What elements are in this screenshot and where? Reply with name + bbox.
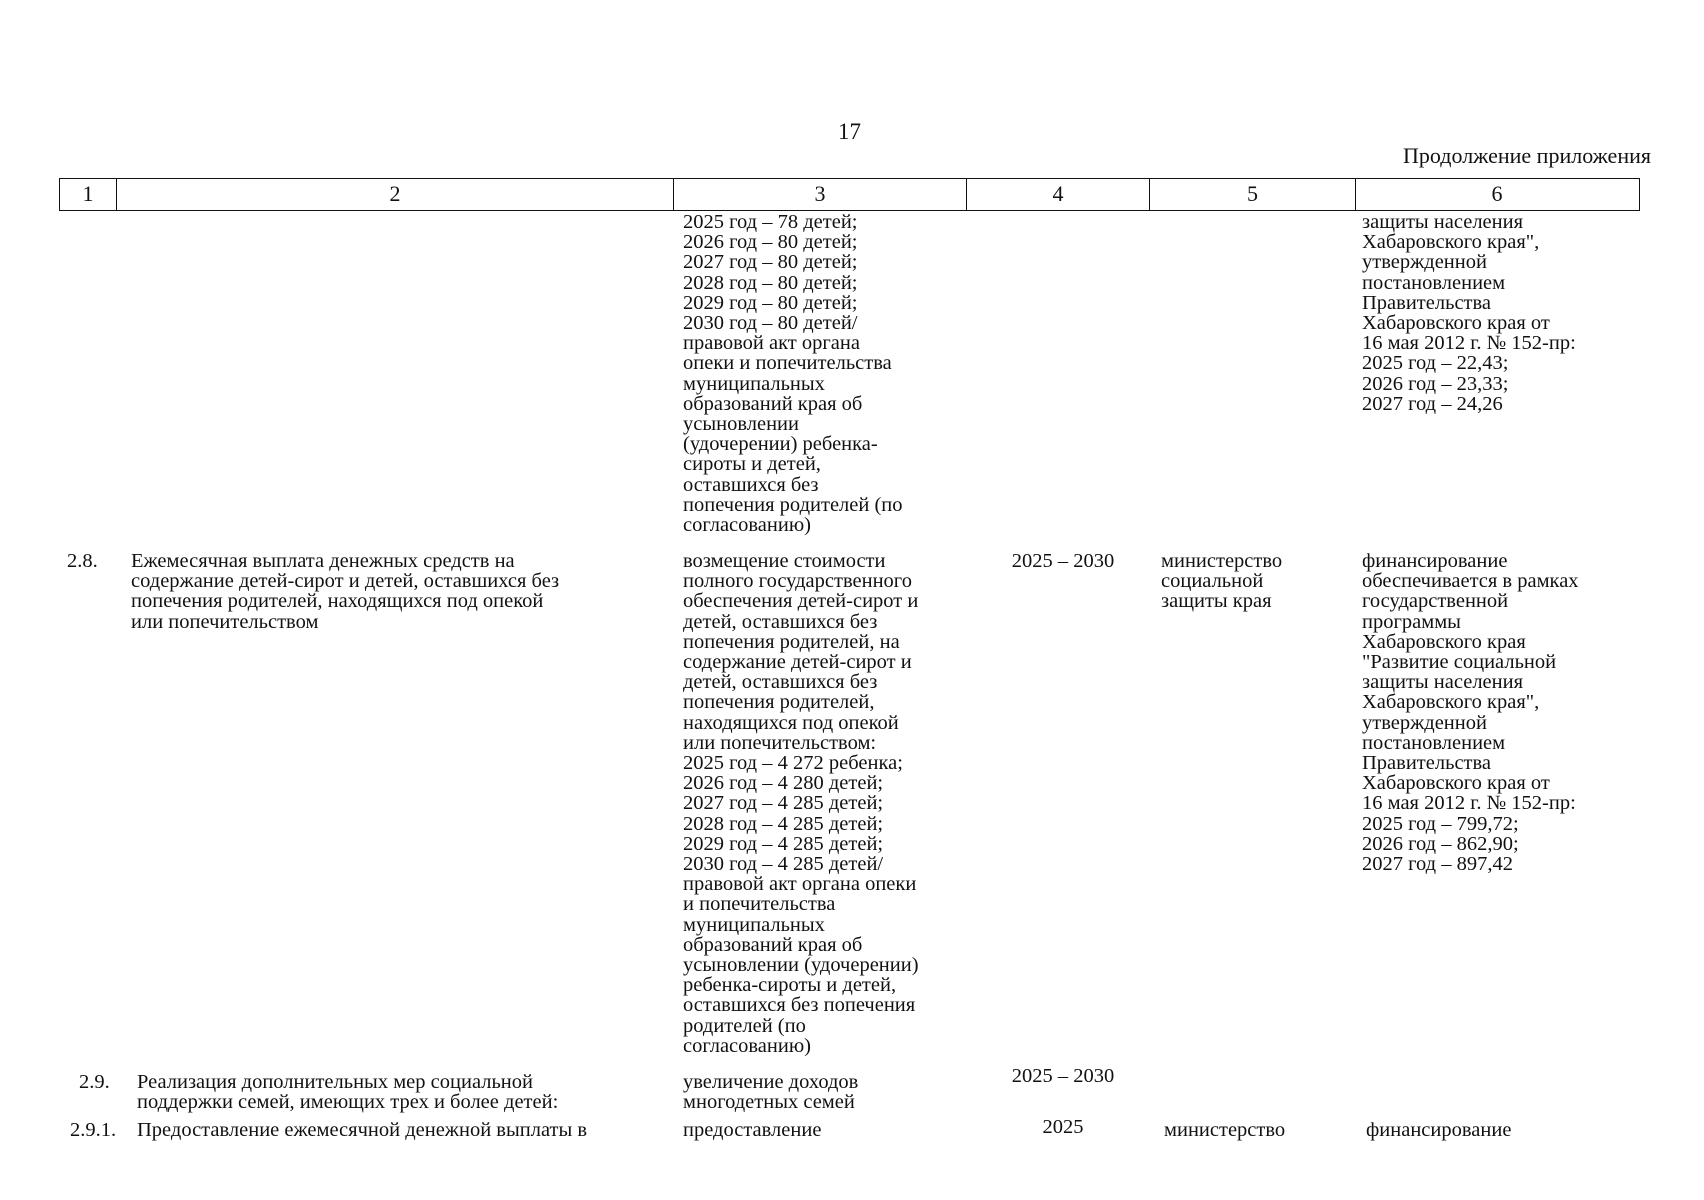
header-col-4: 4 <box>967 179 1150 210</box>
header-col-6: 6 <box>1491 181 1503 206</box>
row-period: 2025 – 2030 <box>1011 550 1115 572</box>
header-col-5: 5 <box>1150 179 1356 210</box>
row-number: 2.9.1. <box>70 1119 117 1141</box>
continued-indicator-cell: 2025 год – 78 детей; 2026 год – 80 детей; 2027 год – 80 детей; 2028 год – 80 детей; 2029 год – 80 детей; 2030 год – 80 детей/ правовой акт органа опеки и попечительства муниципальных образований края об усыновлении (удочерении) ребенка- сироты и детей, оставшихся без попечения родителей (по согласованию) <box>683 211 903 537</box>
continued-financing-cell: защиты населения Хабаровского края", утвержденной постановлением Правительства Хабаровского края от 16 мая 2012 г. № 152-пр: 2025 год – 22,43; 2026 год – 23,33; 2027 год – 24,26 <box>1362 211 1576 415</box>
row-number: 2.8. <box>67 550 98 572</box>
row-indicator: предоставление <box>683 1119 822 1141</box>
header-col-1: 1 <box>60 179 117 210</box>
page-number: 17 <box>838 119 861 144</box>
row-executor: министерство <box>1164 1119 1286 1141</box>
row-indicator: возмещение стоимости полного государственного обеспечения детей-сирот и детей, оставшихся без попечения родителей, на содержание детей-сирот и детей, оставшихся без попечения родителей, находящихся под опекой или попечительством: 2025 год – 4 272 ребенка; 2026 год – 4 280 детей; 2027 год – 4 285 детей; 2028 год – 4 285 детей; 2029 год – 4 285 детей; 2030 год – 4 285 детей/ правовой акт органа опеки и попечительства муниципальных образований края об усыновлении (удочерении) ребенка-сироты и детей, оставшихся без попечения родителей (по согласованию) <box>683 550 919 1057</box>
header-col-3: 3 <box>674 179 967 210</box>
row-indicator: увеличение доходов многодетных семей <box>683 1071 859 1114</box>
row-number: 2.9. <box>79 1071 110 1093</box>
table-header-row <box>59 178 1640 211</box>
header-col-2: 2 <box>117 179 674 210</box>
row-financing: финансирование <box>1366 1119 1512 1141</box>
row-name: Реализация дополнительных мер социальной поддержки семей, имеющих трех и более детей: <box>137 1071 559 1114</box>
row-period: 2025 – 2030 <box>1011 1065 1115 1087</box>
row-financing: финансирование обеспечивается в рамках государственной программы Хабаровского края "Развитие социальной защиты населения Хабаровского края", утвержденной постановлением Правительства Хабаровского края от 16 мая 2012 г. № 152-пр: 2025 год – 799,72; 2026 год – 862,90; 2027 год – 897,42 <box>1362 550 1579 876</box>
row-name: Ежемесячная выплата денежных средств на содержание детей-сирот и детей, оставшихся без попечения родителей, находящихся под опекой или попечительством <box>131 550 560 633</box>
row-name: Предоставление ежемесячной денежной выплаты в <box>137 1119 588 1141</box>
row-executor: министерство социальной защиты края <box>1161 550 1283 613</box>
continuation-label: Продолжение приложения <box>1403 143 1651 168</box>
row-period: 2025 <box>1042 1116 1084 1138</box>
